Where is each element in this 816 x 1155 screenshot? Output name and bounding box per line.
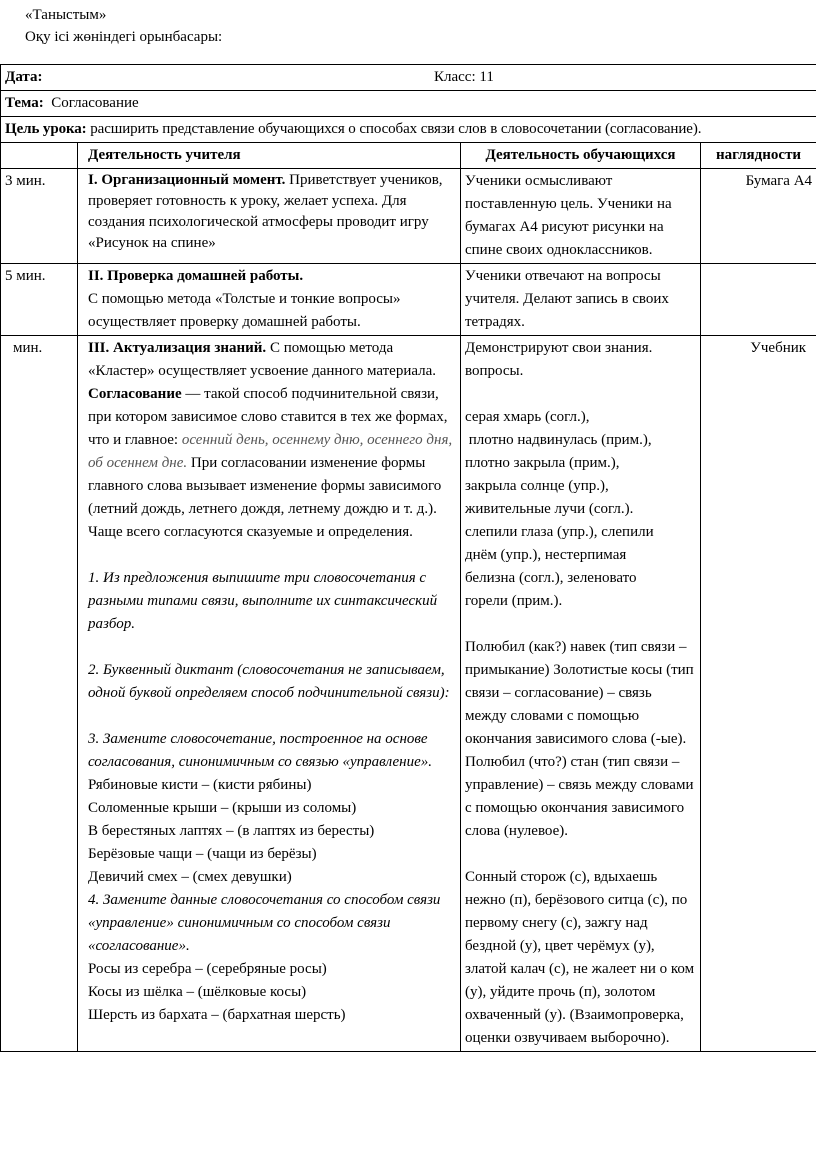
time-cell: мин. <box>1 336 78 1052</box>
answer-line: слепили глаза (упр.), слепили <box>465 524 654 540</box>
teacher-intro: С помощью метода «Кластер» осуществляет усвоение данного материала. <box>88 340 437 379</box>
table-row <box>1 336 816 1052</box>
examples: осенний день, осеннему дню, осеннего дня, об осеннем дне. <box>88 432 453 471</box>
visual-cell: Бумага А4 <box>701 169 816 264</box>
answer-line: горели (прим.). <box>465 593 563 609</box>
time-cell: 3 мин. <box>1 169 78 264</box>
students-text: Ученики осмысливают поставленную цель. Ученики на бумагах А4 рисуют рисунки на спине своих одноклассников. <box>461 169 701 264</box>
topic-value: Согласование <box>51 95 139 111</box>
topic-row <box>1 91 816 117</box>
answer-line: белизна (согл.), зеленовато <box>465 570 637 586</box>
list-item: Соломенные крыши – (крыши из соломы) <box>88 800 357 816</box>
col-students: Деятельность обучающихся <box>461 143 701 169</box>
list-item: Рябиновые кисти – (кисти рябины) <box>88 777 312 793</box>
list-item: Девичий смех – (смех девушки) <box>88 869 292 885</box>
visual-cell <box>701 264 816 336</box>
task-1: 1. Из предложения выпишите три словосочетания с разными типами связи, выполните их синтаксический разбор. <box>88 570 438 632</box>
teacher-text: С помощью метода «Толстые и тонкие вопросы» осуществляет проверку домашней работы. <box>88 291 401 330</box>
students-text: Ученики отвечают на вопросы учителя. Делают запись в своих тетрадях. <box>461 264 701 336</box>
task-3: 3. Замените словосочетание, построенное на основе согласования, синонимичным со связью «управление». <box>88 731 433 770</box>
definition-tail: При согласовании изменение формы главного слова вызывает изменение формы зависимого (летний дождь, летнего дождя, летнему дождю и т. д.). Чаще всего согласуются сказуемые и определения. <box>88 455 442 540</box>
answer-line: плотно надвинулась (прим.), <box>465 432 652 448</box>
term: Согласование <box>88 386 182 402</box>
list-item: В берестяных лаптях – (в лаптях из бересты) <box>88 823 375 839</box>
list-item: Берёзовые чащи – (чащи из берёзы) <box>88 846 317 862</box>
goal-value: расширить представление обучающихся о способах связи слов в словосочетании (согласование). <box>90 121 702 137</box>
list-item: Росы из серебра – (серебряные росы) <box>88 961 327 977</box>
header-approval: «Таныстым» <box>25 7 107 23</box>
date-label: Дата: <box>5 69 43 85</box>
task-2: 2. Буквенный диктант (словосочетания не записываем, одной буквой определяем способ подчинительной связи): <box>88 662 450 701</box>
answer-line: плотно закрыла (прим.), <box>465 455 620 471</box>
goal-label: Цель урока: <box>5 121 87 137</box>
definition: — такой способ подчинительной связи, при котором зависимое слово ставится в тех же формах, что и главное: <box>88 386 448 448</box>
time-cell: 5 мин. <box>1 264 78 336</box>
col-visual: наглядности <box>701 143 816 169</box>
date-row <box>1 65 816 91</box>
answer-line: закрыла солнце (упр.), <box>465 478 609 494</box>
lesson-table <box>0 64 816 1052</box>
stage-title: II. Проверка домашней работы. <box>88 268 304 284</box>
header-deputy: Оқу ісі жөніндегі орынбасары: <box>25 29 223 45</box>
students-paragraph-2: Полюбил (как?) навек (тип связи – примыкание) Золотистые косы (тип связи – согласование) – связь между словами с помощью окончания зависимого слова (-ые). Полюбил (что?) стан (тип связи – управление) – связь между словами с помощью окончания зависимого слова (нулевое). <box>465 639 694 839</box>
column-header-row <box>1 143 816 169</box>
answer-line: днём (упр.), нестерпимая <box>465 547 627 563</box>
students-intro: Демонстрируют свои знания. вопросы. <box>465 340 653 379</box>
answer-line: живительные лучи (согл.). <box>465 501 634 517</box>
table-row <box>1 264 816 336</box>
table-row <box>1 169 816 264</box>
goal-row <box>1 117 816 143</box>
list-item: Шерсть из бархата – (бархатная шерсть) <box>88 1007 346 1023</box>
topic-label: Тема: <box>5 95 44 111</box>
teacher-text: Приветствует учеников, проверяет готовность к уроку, желает успеха. Для создания психологической атмосферы проводит игру «Рисунок на спине» <box>88 172 443 251</box>
visual-cell: Учебник <box>701 336 816 1052</box>
col-teacher: Деятельность учителя <box>78 143 461 169</box>
task-4: 4. Замените данные словосочетания со способом связи «управление» синонимичным со способом связи «согласование». <box>88 892 441 954</box>
stage-title: I. Организационный момент. <box>88 172 286 188</box>
list-item: Косы из шёлка – (шёлковые косы) <box>88 984 307 1000</box>
stage-title: III. Актуализация знаний. <box>88 340 267 356</box>
answer-line: серая хмарь (согл.), <box>465 409 590 425</box>
students-paragraph-3: Сонный сторож (с), вдыхаешь нежно (п), берёзового ситца (с), по первому снегу (с), зажгу над бездной (у), цвет черёмух (у), златой калач (с), не жалеет ни о ком (у), уйдите прочь (п), золотом охваченный (у). (Взаимопроверка, оценки озвучиваем выборочно). <box>465 869 695 1046</box>
class-text: Класс: 11 <box>434 69 494 85</box>
